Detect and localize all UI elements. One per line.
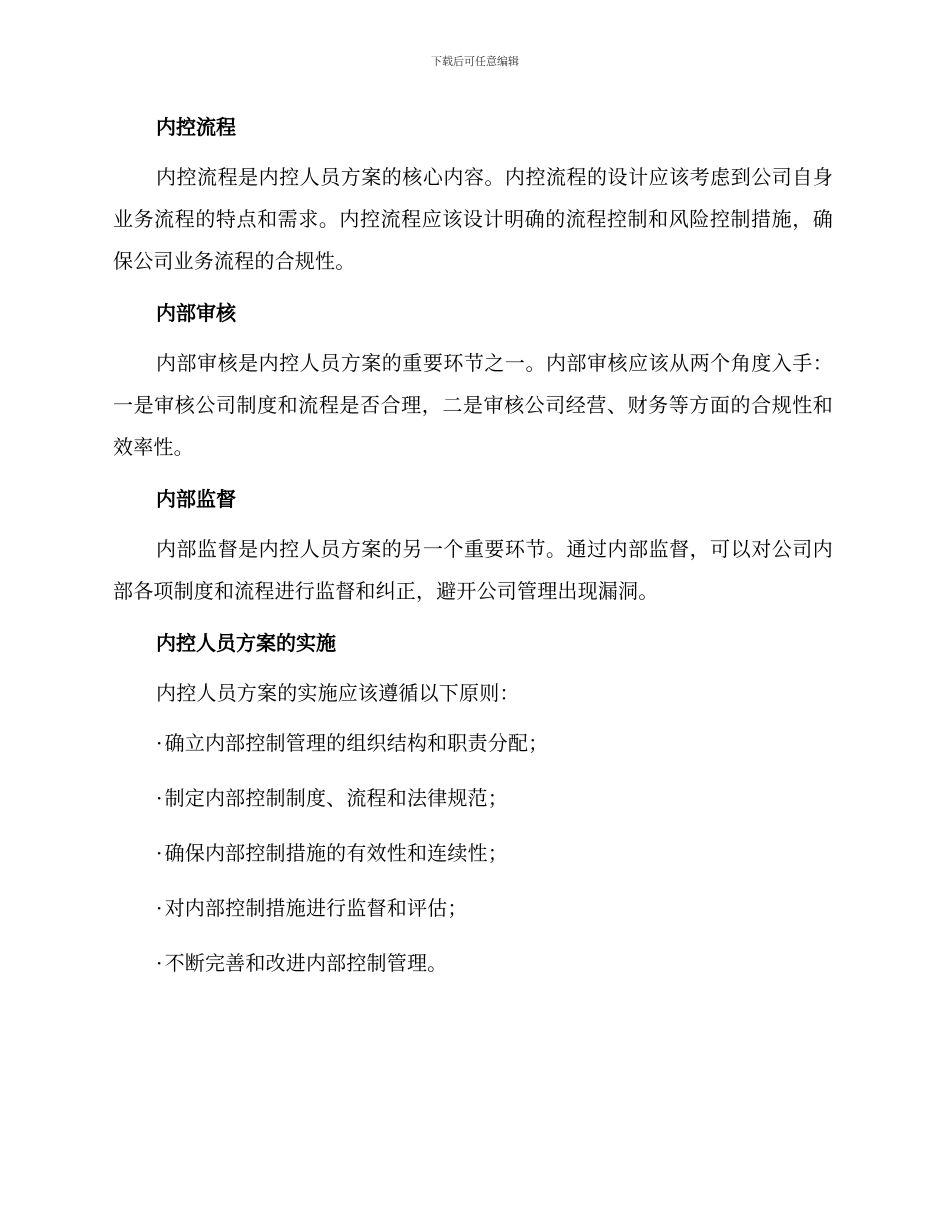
list-item: [113, 942, 833, 984]
list-item: [113, 832, 833, 874]
list-item-text: 对内部控制措施进行监督和评估；: [164, 896, 468, 920]
section-heading-internal-control-process: 内控流程: [156, 115, 236, 139]
implementation-intro: 内控人员方案的实施应该遵循以下原则：: [156, 681, 520, 705]
document-content: [113, 108, 833, 997]
section-heading-implementation: 内控人员方案的实施: [156, 631, 336, 655]
list-item: [113, 777, 833, 819]
list-item-text: 制定内部控制制度、流程和法律规范；: [164, 786, 508, 810]
list-item-text: 确立内部控制管理的组织结构和职责分配；: [164, 731, 549, 755]
bullet-icon: ·: [156, 896, 163, 920]
bullet-icon: ·: [156, 841, 163, 865]
bullet-icon: ·: [156, 731, 163, 755]
section-body-internal-audit: 内部审核是内控人员方案的重要环节之一。内部审核应该从两个角度入手：一是审核公司制度和流程是否合理，二是审核公司经营、财务等方面的合规性和效率性。: [113, 351, 833, 459]
bullet-icon: ·: [156, 786, 163, 810]
section-body-internal-control-process: 内控流程是内控人员方案的核心内容。内控流程的设计应该考虑到公司自身业务流程的特点和需求。内控流程应该设计明确的流程控制和风险控制措施，确保公司业务流程的合规性。: [113, 165, 833, 273]
bullet-icon: ·: [156, 951, 163, 975]
principles-list: [113, 722, 833, 984]
list-item: [113, 722, 833, 764]
list-item-text: 确保内部控制措施的有效性和连续性；: [164, 841, 508, 865]
section-heading-internal-supervision: 内部监督: [156, 487, 236, 511]
section-body-internal-supervision: 内部监督是内控人员方案的另一个重要环节。通过内部监督，可以对公司内部各项制度和流程进行监督和纠正，避开公司管理出现漏洞。: [113, 537, 833, 603]
list-item: [113, 887, 833, 929]
page-header: 下载后可任意编辑: [431, 55, 519, 68]
list-item-text: 不断完善和改进内部控制管理。: [164, 951, 448, 975]
section-heading-internal-audit: 内部审核: [156, 301, 236, 325]
